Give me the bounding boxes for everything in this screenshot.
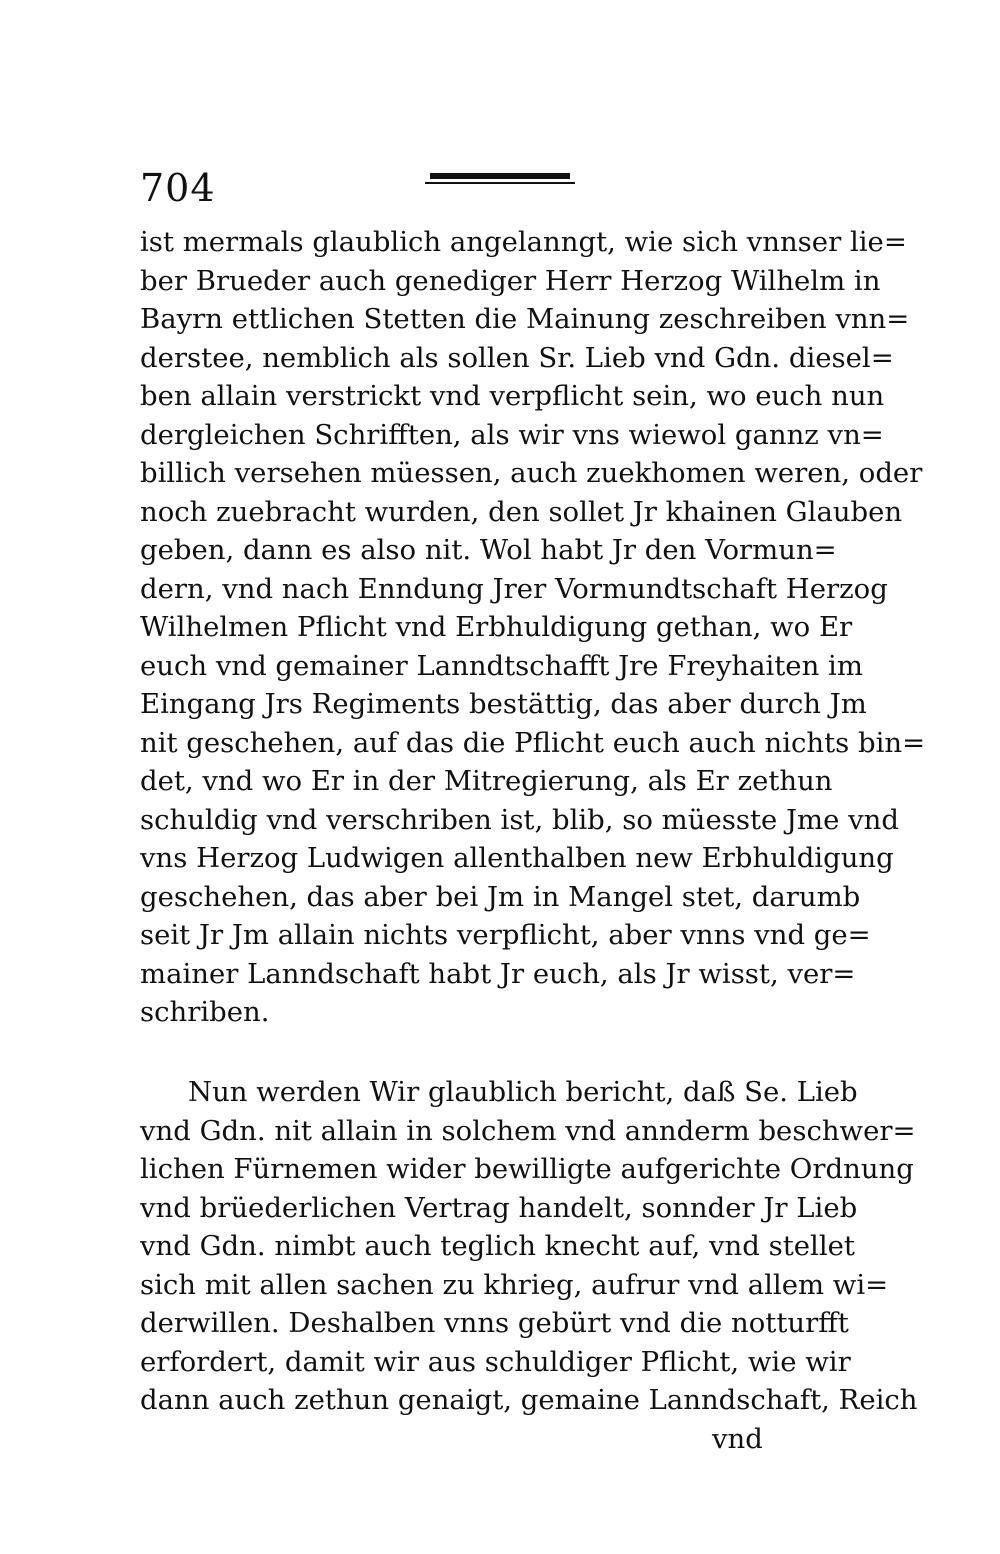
text-line: vnd brüederlichen Vertrag handelt, sonnder Jr Lieb: [140, 1191, 858, 1224]
text-line: Eingang Jrs Regiments bestättig, das aber durch Jm: [140, 688, 867, 720]
text-line: Nun werden Wir glaublich bericht, daß Se. Lieb: [188, 1076, 858, 1108]
text-line: sich mit allen sachen zu khrieg, aufrur vnd allem wi=: [140, 1268, 889, 1301]
text-line: dern, vnd nach Enndung Jrer Vormundtschaft Herzog: [140, 572, 888, 605]
text-line: seit Jr Jm allain nichts verpflicht, aber vnns vnd ge=: [140, 919, 871, 951]
page-number: 704: [140, 166, 216, 210]
text-line: derwillen. Deshalben vnns gebürt vnd die notturfft: [140, 1307, 849, 1339]
text-line: billich versehen müessen, auch zuekhomen weren, oder: [140, 457, 923, 489]
text-line: lichen Fürnemen wider bewilligte aufgerichte Ordnung: [140, 1153, 914, 1185]
text-line: vnd Gdn. nimbt auch teglich knecht auf, vnd stellet: [140, 1230, 855, 1262]
text-line: vnd Gdn. nit allain in solchem vnd annderm beschwer=: [140, 1114, 916, 1147]
text-line: dann auch zethun genaigt, gemaine Lanndschaft, Reich: [140, 1384, 918, 1416]
text-line: nit geschehen, auf das die Pflicht euch auch nichts bin=: [140, 726, 926, 759]
text-line: schuldig vnd verschriben ist, blib, so müesste Jme vnd: [140, 803, 899, 836]
paragraph-1: [140, 223, 926, 1032]
text-line: dergleichen Schrifften, als wir vns wiewol gannz vn=: [140, 418, 884, 451]
text-line: derstee, nemblich als sollen Sr. Lieb vnd Gdn. diesel=: [140, 341, 894, 374]
text-line: mainer Lanndschaft habt Jr euch, als Jr wisst, ver=: [140, 957, 856, 990]
text-line: euch vnd gemainer Lanndtschafft Jre Freyhaiten im: [140, 649, 863, 682]
text-line: Bayrn ettlichen Stetten die Mainung zeschreiben vnn=: [140, 303, 910, 335]
header-rule-thick: [430, 173, 570, 179]
text-line: erfordert, damit wir aus schuldiger Pflicht, wie wir: [140, 1345, 851, 1378]
text-line: geschehen, das aber bei Jm in Mangel stet, darumb: [140, 880, 861, 913]
text-line: noch zuebracht wurden, den sollet Jr khainen Glauben: [140, 495, 903, 528]
header-rule-thin: [425, 182, 575, 184]
text-line: det, vnd wo Er in der Mitregierung, als Er zethun: [140, 765, 833, 797]
header-rule: [425, 173, 575, 185]
text-line: schriben.: [140, 996, 270, 1028]
text-line: Wilhelmen Pflicht vnd Erbhuldigung gethan, wo Er: [140, 611, 853, 643]
text-line: vns Herzog Ludwigen allenthalben new Erbhuldigung: [140, 842, 894, 874]
text-line: ber Brueder auch genediger Herr Herzog Wilhelm in: [140, 264, 881, 297]
catchword: vnd: [712, 1423, 763, 1455]
text-line: ben allain verstrickt vnd verpflicht sein, wo euch nun: [140, 380, 885, 412]
paragraph-2: [140, 1073, 918, 1420]
text-line: ist mermals glaublich angelanngt, wie sich vnnser lie=: [140, 226, 907, 258]
text-line: geben, dann es also nit. Wol habt Jr den Vormun=: [140, 534, 837, 566]
